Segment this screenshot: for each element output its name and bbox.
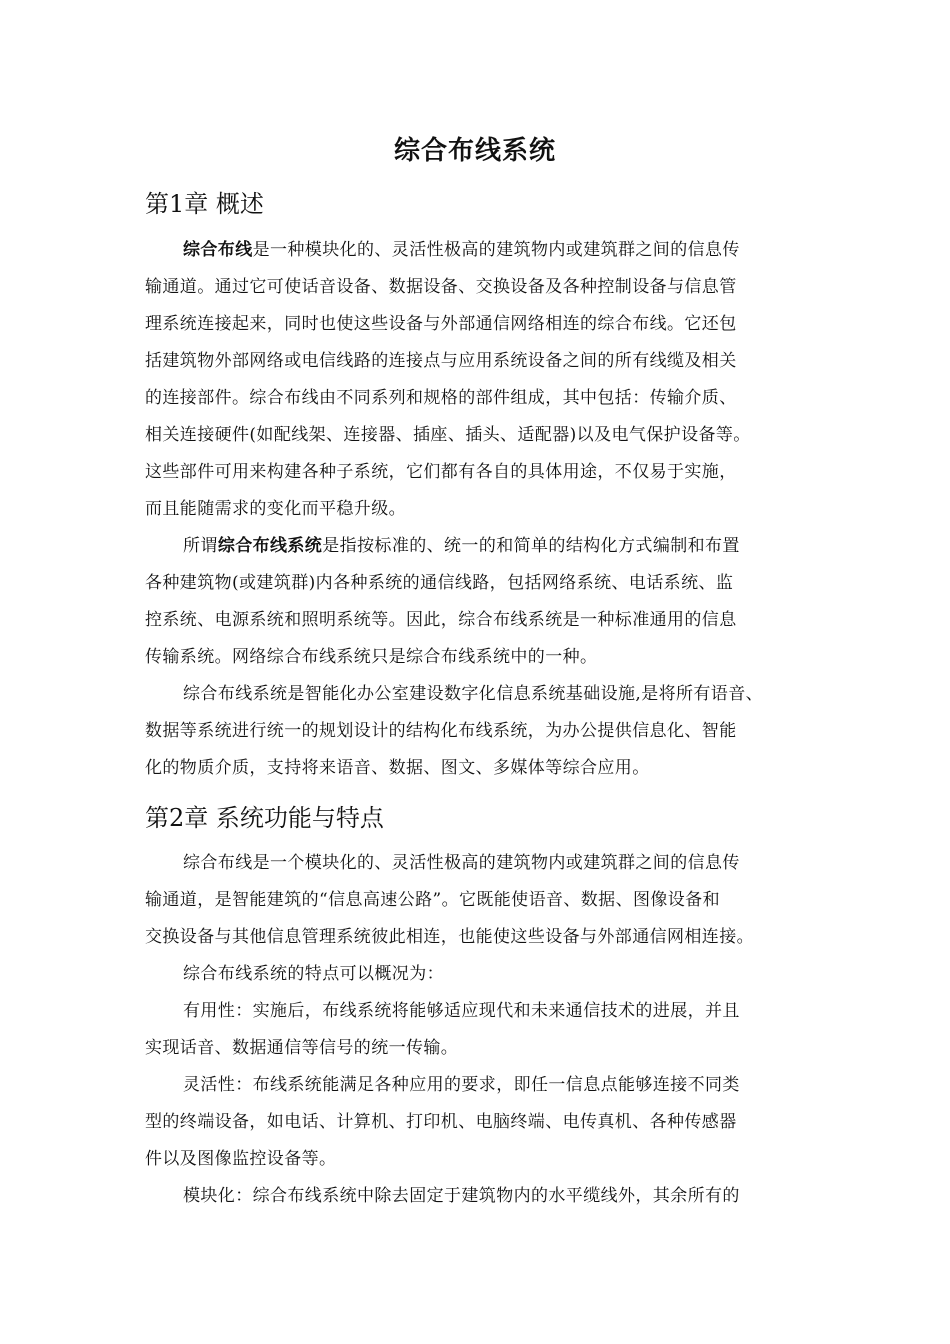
chapter-1-heading: 第1章 概述	[145, 190, 264, 218]
paragraph-line: 实现话音、数据通信等信号的统一传输。	[145, 1038, 459, 1058]
paragraph-line: 模块化：综合布线系统中除去固定于建筑物内的水平缆线外，其余所有的	[183, 1186, 740, 1206]
paragraph-line: 各种建筑物(或建筑群)内各种系统的通信线路，包括网络系统、电话系统、监	[145, 573, 734, 593]
paragraph-line: 输通道。通过它可使话音设备、数据设备、交换设备及各种控制设备与信息管	[145, 277, 737, 297]
paragraph-line: 有用性：实施后，布线系统将能够适应现代和未来通信技术的进展，并且	[183, 1001, 740, 1021]
paragraph-text: 所谓	[183, 536, 218, 556]
paragraph-line: 这些部件可用来构建各种子系统，它们都有各自的具体用途，不仅易于实施，	[145, 462, 737, 482]
paragraph-line: 传输系统。网络综合布线系统只是综合布线系统中的一种。	[145, 647, 598, 667]
paragraph-line: 综合布线系统是智能化办公室建设数字化信息系统基础设施,是将所有语音、	[183, 684, 764, 704]
bold-term: 综合布线系统	[217, 536, 323, 556]
paragraph-line: 综合布线是一个模块化的、灵活性极高的建筑物内或建筑群之间的信息传	[183, 853, 740, 873]
paragraph-line: 交换设备与其他信息管理系统彼此相连，也能使这些设备与外部通信网相连接。	[145, 927, 754, 947]
paragraph-line: 括建筑物外部网络或电信线路的连接点与应用系统设备之间的所有线缆及相关	[145, 351, 737, 371]
paragraph-line: 型的终端设备，如电话、计算机、打印机、电脑终端、电传真机、各种传感器	[145, 1112, 737, 1132]
chapter-1-body	[145, 232, 820, 787]
paragraph-line: 输通道，是智能建筑的“信息高速公路”。它既能使语音、数据、图像设备和	[145, 890, 720, 910]
bold-term: 综合布线	[183, 240, 253, 260]
paragraph-line: 综合布线系统的特点可以概况为：	[183, 964, 444, 984]
paragraph-line: 控系统、电源系统和照明系统等。因此，综合布线系统是一种标准通用的信息	[145, 610, 737, 630]
chapter-2-heading: 第2章 系统功能与特点	[145, 804, 384, 832]
paragraph-text: 是指按标准的、统一的和简单的结构化方式编制和布置	[322, 536, 740, 556]
paragraph-line: 相关连接硬件(如配线架、连接器、插座、插头、适配器)以及电气保护设备等。	[145, 425, 751, 445]
paragraph-line: 而且能随需求的变化而平稳升级。	[145, 499, 406, 519]
paragraph-line	[145, 232, 820, 269]
paragraph-line: 的连接部件。综合布线由不同系列和规格的部件组成，其中包括：传输介质、	[145, 388, 737, 408]
document-title: 综合布线系统	[393, 136, 556, 166]
paragraph-line: 理系统连接起来，同时也使这些设备与外部通信网络相连的综合布线。它还包	[145, 314, 737, 334]
paragraph-line: 灵活性：布线系统能满足各种应用的要求，即任一信息点能够连接不同类	[183, 1075, 740, 1095]
paragraph-line: 数据等系统进行统一的规划设计的结构化布线系统，为办公提供信息化、智能	[145, 721, 737, 741]
paragraph-line: 件以及图像监控设备等。	[145, 1149, 337, 1169]
chapter-2-body	[145, 845, 820, 1215]
paragraph-text: 是一种模块化的、灵活性极高的建筑物内或建筑群之间的信息传	[252, 240, 740, 260]
paragraph-line: 化的物质介质，支持将来语音、数据、图文、多媒体等综合应用。	[145, 758, 650, 778]
paragraph-line	[145, 528, 820, 565]
